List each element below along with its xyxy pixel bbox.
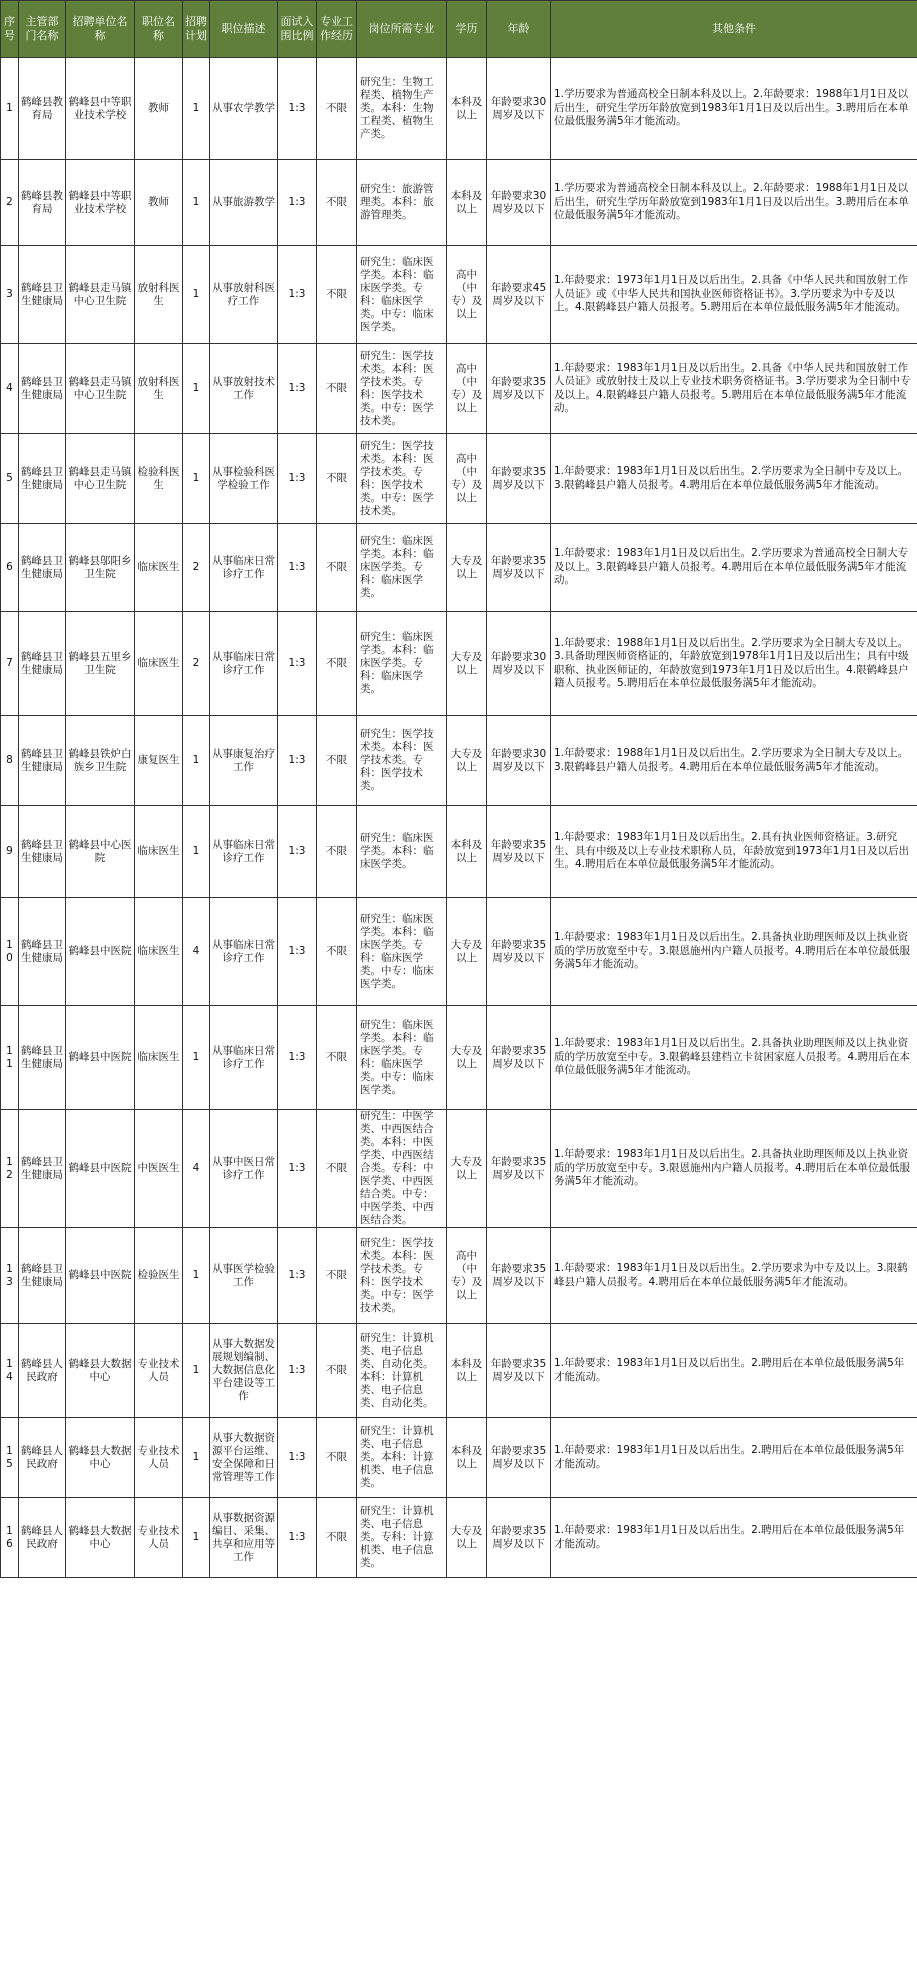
table-row	[1, 524, 917, 612]
unit-name: 鹤峰县走马镇中心卫生院	[66, 344, 135, 434]
unit-name: 鹤峰县大数据中心	[66, 1418, 135, 1498]
unit-name: 鹤峰县铁炉白族乡卫生院	[66, 716, 135, 806]
table-row	[1, 246, 917, 344]
row-number: 8	[1, 716, 19, 806]
table-row	[1, 612, 917, 716]
work-experience: 不限	[317, 434, 357, 524]
post-name: 临床医生	[135, 524, 183, 612]
plan-count: 4	[183, 1110, 210, 1228]
age-requirement: 年龄要求45周岁及以下	[487, 246, 551, 344]
other-conditions: 1.年龄要求：1983年1月1日及以后出生。2.聘用后在本单位最低服务满5年才能流动。	[551, 1418, 917, 1498]
interview-ratio: 1:3	[278, 434, 317, 524]
table-row	[1, 1228, 917, 1324]
other-conditions: 1.年龄要求：1988年1月1日及以后出生。2.学历要求为全日制大专及以上。3.具备助理医师资格证的，年龄放宽到1978年1月1日及以后出生；具有中级职称、执业医师证的，年龄放宽到1973年1月1日及以后出生。4.限鹤峰县户籍人员报考。5.聘用后在本单位最低服务满5年才能流动。	[551, 612, 917, 716]
table-row	[1, 716, 917, 806]
work-experience: 不限	[317, 524, 357, 612]
column-header: 其他条件	[551, 1, 917, 58]
dept-name: 鹤峰县卫生健康局	[19, 1110, 66, 1228]
interview-ratio: 1:3	[278, 716, 317, 806]
post-description: 从事中医日常诊疗工作	[210, 1110, 278, 1228]
unit-name: 鹤峰县中医院	[66, 1110, 135, 1228]
table-row	[1, 898, 917, 1006]
work-experience: 不限	[317, 1110, 357, 1228]
dept-name: 鹤峰县卫生健康局	[19, 246, 66, 344]
unit-name: 鹤峰县走马镇中心卫生院	[66, 434, 135, 524]
education: 本科及以上	[447, 58, 487, 160]
row-number: 6	[1, 524, 19, 612]
age-requirement: 年龄要求35周岁及以下	[487, 806, 551, 898]
column-header: 招聘单位名称	[66, 1, 135, 58]
table-row	[1, 1324, 917, 1418]
required-major: 研究生：临床医学类。本科：临床医学类。专科：临床医学类。中专：临床医学类。	[357, 1006, 447, 1110]
interview-ratio: 1:3	[278, 58, 317, 160]
unit-name: 鹤峰县走马镇中心卫生院	[66, 246, 135, 344]
plan-count: 1	[183, 160, 210, 246]
row-number: 4	[1, 344, 19, 434]
row-number: 16	[1, 1498, 19, 1578]
post-name: 教师	[135, 160, 183, 246]
age-requirement: 年龄要求35周岁及以下	[487, 1110, 551, 1228]
interview-ratio: 1:3	[278, 806, 317, 898]
education: 本科及以上	[447, 160, 487, 246]
age-requirement: 年龄要求35周岁及以下	[487, 1228, 551, 1324]
dept-name: 鹤峰县卫生健康局	[19, 434, 66, 524]
unit-name: 鹤峰县中等职业技术学校	[66, 58, 135, 160]
education: 大专及以上	[447, 716, 487, 806]
work-experience: 不限	[317, 246, 357, 344]
row-number: 13	[1, 1228, 19, 1324]
age-requirement: 年龄要求30周岁及以下	[487, 160, 551, 246]
post-description: 从事放射科医疗工作	[210, 246, 278, 344]
education: 高中（中专）及以上	[447, 344, 487, 434]
row-number: 3	[1, 246, 19, 344]
post-description: 从事旅游教学	[210, 160, 278, 246]
column-header: 专业工作经历	[317, 1, 357, 58]
other-conditions: 1.年龄要求：1983年1月1日及以后出生。2.具备《中华人民共和国放射工作人员证》或放射技士及以上专业技术职务资格证书。3.学历要求为全日制中专及以上。4.限鹤峰县户籍人员报考。5.聘用后在本单位最低服务满5年才能流动。	[551, 344, 917, 434]
other-conditions: 1.年龄要求：1983年1月1日及以后出生。2.学历要求为全日制中专及以上。3.限鹤峰县户籍人员报考。4.聘用后在本单位最低服务满5年才能流动。	[551, 434, 917, 524]
other-conditions: 1.年龄要求：1983年1月1日及以后出生。2.具备执业助理医师及以上执业资质的学历放宽至中专。3.限恩施州内户籍人员报考。4.聘用后在本单位最低服务满5年才能流动。	[551, 1110, 917, 1228]
column-header: 年龄	[487, 1, 551, 58]
column-header: 学历	[447, 1, 487, 58]
interview-ratio: 1:3	[278, 1006, 317, 1110]
post-description: 从事大数据资源平台运维、安全保障和日常管理等工作	[210, 1418, 278, 1498]
other-conditions: 1.年龄要求：1983年1月1日及以后出生。2.学历要求为中专及以上。3.限鹤峰县户籍人员报考。4.聘用后在本单位最低服务满5年才能流动。	[551, 1228, 917, 1324]
work-experience: 不限	[317, 716, 357, 806]
dept-name: 鹤峰县卫生健康局	[19, 898, 66, 1006]
age-requirement: 年龄要求35周岁及以下	[487, 1006, 551, 1110]
row-number: 9	[1, 806, 19, 898]
post-description: 从事临床日常诊疗工作	[210, 612, 278, 716]
age-requirement: 年龄要求30周岁及以下	[487, 716, 551, 806]
other-conditions: 1.年龄要求：1973年1月1日及以后出生。2.具备《中华人民共和国放射工作人员证》或《中华人民共和国执业医师资格证书》。3.学历要求为中专及以上。4.限鹤峰县户籍人员报考。5.聘用后在本单位最低服务满5年才能流动。	[551, 246, 917, 344]
unit-name: 鹤峰县五里乡卫生院	[66, 612, 135, 716]
dept-name: 鹤峰县卫生健康局	[19, 716, 66, 806]
education: 大专及以上	[447, 1110, 487, 1228]
post-name: 临床医生	[135, 806, 183, 898]
interview-ratio: 1:3	[278, 1324, 317, 1418]
required-major: 研究生：计算机类、电子信息类、自动化类。本科：计算机类、电子信息类、自动化类。	[357, 1324, 447, 1418]
age-requirement: 年龄要求30周岁及以下	[487, 612, 551, 716]
table-row	[1, 1498, 917, 1578]
education: 本科及以上	[447, 1324, 487, 1418]
post-description: 从事临床日常诊疗工作	[210, 524, 278, 612]
dept-name: 鹤峰县人民政府	[19, 1324, 66, 1418]
unit-name: 鹤峰县大数据中心	[66, 1324, 135, 1418]
education: 大专及以上	[447, 524, 487, 612]
post-description: 从事放射技术工作	[210, 344, 278, 434]
age-requirement: 年龄要求35周岁及以下	[487, 344, 551, 434]
required-major: 研究生：医学技术类。本科：医学技术类。专科：医学技术类。中专：医学技术类。	[357, 1228, 447, 1324]
age-requirement: 年龄要求35周岁及以下	[487, 524, 551, 612]
dept-name: 鹤峰县教育局	[19, 58, 66, 160]
dept-name: 鹤峰县教育局	[19, 160, 66, 246]
required-major: 研究生：医学技术类。本科：医学技术类。专科：医学技术类。中专：医学技术类。	[357, 344, 447, 434]
required-major: 研究生：中医学类、中西医结合类。本科：中医学类、中西医结合类。专科：中医学类、中西医结合类。中专：中医学类、中西医结合类。	[357, 1110, 447, 1228]
age-requirement: 年龄要求35周岁及以下	[487, 1324, 551, 1418]
work-experience: 不限	[317, 806, 357, 898]
row-number: 7	[1, 612, 19, 716]
row-number: 12	[1, 1110, 19, 1228]
plan-count: 4	[183, 898, 210, 1006]
unit-name: 鹤峰县中医院	[66, 898, 135, 1006]
unit-name: 鹤峰县中医院	[66, 1228, 135, 1324]
plan-count: 1	[183, 344, 210, 434]
interview-ratio: 1:3	[278, 1228, 317, 1324]
dept-name: 鹤峰县卫生健康局	[19, 1228, 66, 1324]
education: 大专及以上	[447, 1498, 487, 1578]
post-description: 从事康复治疗工作	[210, 716, 278, 806]
post-description: 从事临床日常诊疗工作	[210, 1006, 278, 1110]
work-experience: 不限	[317, 898, 357, 1006]
other-conditions: 1.年龄要求：1983年1月1日及以后出生。2.具有执业医师资格证。3.研究生、具有中级及以上专业技术职称人员，年龄放宽到1973年1月1日及以后出生。4.聘用后在本单位最低服务满5年才能流动。	[551, 806, 917, 898]
education: 本科及以上	[447, 806, 487, 898]
age-requirement: 年龄要求35周岁及以下	[487, 1498, 551, 1578]
post-name: 教师	[135, 58, 183, 160]
plan-count: 1	[183, 1498, 210, 1578]
post-description: 从事临床日常诊疗工作	[210, 806, 278, 898]
education: 高中（中专）及以上	[447, 434, 487, 524]
dept-name: 鹤峰县卫生健康局	[19, 1006, 66, 1110]
work-experience: 不限	[317, 160, 357, 246]
row-number: 15	[1, 1418, 19, 1498]
plan-count: 1	[183, 1324, 210, 1418]
row-number: 14	[1, 1324, 19, 1418]
required-major: 研究生：医学技术类。本科：医学技术类。专科：医学技术类。	[357, 716, 447, 806]
post-name: 专业技术人员	[135, 1324, 183, 1418]
row-number: 5	[1, 434, 19, 524]
row-number: 11	[1, 1006, 19, 1110]
age-requirement: 年龄要求30周岁及以下	[487, 58, 551, 160]
post-name: 中医医生	[135, 1110, 183, 1228]
table-row	[1, 434, 917, 524]
interview-ratio: 1:3	[278, 160, 317, 246]
required-major: 研究生：生物工程类、植物生产类。本科：生物工程类、植物生产类。	[357, 58, 447, 160]
work-experience: 不限	[317, 1228, 357, 1324]
post-description: 从事临床日常诊疗工作	[210, 898, 278, 1006]
plan-count: 1	[183, 1418, 210, 1498]
interview-ratio: 1:3	[278, 612, 317, 716]
plan-count: 1	[183, 1228, 210, 1324]
work-experience: 不限	[317, 612, 357, 716]
column-header: 主管部门名称	[19, 1, 66, 58]
work-experience: 不限	[317, 58, 357, 160]
other-conditions: 1.年龄要求：1988年1月1日及以后出生。2.学历要求为全日制大专及以上。3.限鹤峰县户籍人员报考。4.聘用后在本单位最低服务满5年才能流动。	[551, 716, 917, 806]
table-row	[1, 1110, 917, 1228]
other-conditions: 1.年龄要求：1983年1月1日及以后出生。2.学历要求为普通高校全日制大专及以上。3.限鹤峰县户籍人员报考。4.聘用后在本单位最低服务满5年才能流动。	[551, 524, 917, 612]
plan-count: 1	[183, 58, 210, 160]
plan-count: 1	[183, 1006, 210, 1110]
age-requirement: 年龄要求35周岁及以下	[487, 898, 551, 1006]
work-experience: 不限	[317, 1418, 357, 1498]
unit-name: 鹤峰县邬阳乡卫生院	[66, 524, 135, 612]
post-description: 从事数据资源编目、采集、共享和应用等工作	[210, 1498, 278, 1578]
dept-name: 鹤峰县卫生健康局	[19, 524, 66, 612]
education: 高中（中专）及以上	[447, 1228, 487, 1324]
row-number: 10	[1, 898, 19, 1006]
plan-count: 2	[183, 524, 210, 612]
required-major: 研究生：临床医学类。本科：临床医学类。	[357, 806, 447, 898]
post-description: 从事医学检验工作	[210, 1228, 278, 1324]
post-name: 放射科医生	[135, 344, 183, 434]
table-row	[1, 58, 917, 160]
post-name: 临床医生	[135, 898, 183, 1006]
column-header: 岗位所需专业	[357, 1, 447, 58]
post-description: 从事检验科医学检验工作	[210, 434, 278, 524]
post-name: 检验医生	[135, 1228, 183, 1324]
table-row	[1, 1418, 917, 1498]
dept-name: 鹤峰县卫生健康局	[19, 612, 66, 716]
age-requirement: 年龄要求35周岁及以下	[487, 1418, 551, 1498]
required-major: 研究生：临床医学类。本科：临床医学类。专科：临床医学类。	[357, 524, 447, 612]
required-major: 研究生：临床医学类。本科：临床医学类。专科：临床医学类。中专：临床医学类。	[357, 898, 447, 1006]
table-row	[1, 1006, 917, 1110]
post-description: 从事大数据发展规划编制、大数据信息化平台建设等工作	[210, 1324, 278, 1418]
post-name: 临床医生	[135, 1006, 183, 1110]
work-experience: 不限	[317, 1498, 357, 1578]
dept-name: 鹤峰县卫生健康局	[19, 806, 66, 898]
interview-ratio: 1:3	[278, 1418, 317, 1498]
row-number: 1	[1, 58, 19, 160]
interview-ratio: 1:3	[278, 344, 317, 434]
post-name: 专业技术人员	[135, 1418, 183, 1498]
dept-name: 鹤峰县卫生健康局	[19, 344, 66, 434]
education: 本科及以上	[447, 1418, 487, 1498]
table-row	[1, 160, 917, 246]
interview-ratio: 1:3	[278, 524, 317, 612]
other-conditions: 1.学历要求为普通高校全日制本科及以上。2.年龄要求：1988年1月1日及以后出生，研究生学历年龄放宽到1983年1月1日及以后出生。3.聘用后在本单位最低服务满5年才能流动。	[551, 160, 917, 246]
education: 大专及以上	[447, 1006, 487, 1110]
required-major: 研究生：旅游管理类。本科：旅游管理类。	[357, 160, 447, 246]
education: 高中（中专）及以上	[447, 246, 487, 344]
post-name: 康复医生	[135, 716, 183, 806]
interview-ratio: 1:3	[278, 898, 317, 1006]
row-number: 2	[1, 160, 19, 246]
other-conditions: 1.年龄要求：1983年1月1日及以后出生。2.具备执业助理医师及以上执业资质的学历放宽至中专。3.限恩施州内户籍人员报考。4.聘用后在本单位最低服务满5年才能流动。	[551, 898, 917, 1006]
post-name: 临床医生	[135, 612, 183, 716]
required-major: 研究生：临床医学类。本科：临床医学类。专科：临床医学类。中专：临床医学类。	[357, 246, 447, 344]
work-experience: 不限	[317, 1006, 357, 1110]
unit-name: 鹤峰县中医院	[66, 1006, 135, 1110]
interview-ratio: 1:3	[278, 1110, 317, 1228]
required-major: 研究生：医学技术类。本科：医学技术类。专科：医学技术类。中专：医学技术类。	[357, 434, 447, 524]
unit-name: 鹤峰县中等职业技术学校	[66, 160, 135, 246]
column-header: 招聘计划	[183, 1, 210, 58]
column-header: 职位描述	[210, 1, 278, 58]
column-header: 职位名称	[135, 1, 183, 58]
post-name: 放射科医生	[135, 246, 183, 344]
work-experience: 不限	[317, 344, 357, 434]
post-description: 从事农学教学	[210, 58, 278, 160]
plan-count: 2	[183, 612, 210, 716]
dept-name: 鹤峰县人民政府	[19, 1418, 66, 1498]
required-major: 研究生：计算机类、电子信息类。专科：计算机类、电子信息类。	[357, 1498, 447, 1578]
age-requirement: 年龄要求35周岁及以下	[487, 434, 551, 524]
column-header: 面试入围比例	[278, 1, 317, 58]
unit-name: 鹤峰县大数据中心	[66, 1498, 135, 1578]
required-major: 研究生：计算机类、电子信息类。本科：计算机类、电子信息类。	[357, 1418, 447, 1498]
table-row	[1, 806, 917, 898]
plan-count: 1	[183, 806, 210, 898]
plan-count: 1	[183, 434, 210, 524]
column-header: 序号	[1, 1, 19, 58]
required-major: 研究生：临床医学类。本科：临床医学类。专科：临床医学类。	[357, 612, 447, 716]
other-conditions: 1.学历要求为普通高校全日制本科及以上。2.年龄要求：1988年1月1日及以后出生，研究生学历年龄放宽到1983年1月1日及以后出生。3.聘用后在本单位最低服务满5年才能流动。	[551, 58, 917, 160]
interview-ratio: 1:3	[278, 246, 317, 344]
table-header-row	[1, 1, 917, 58]
education: 大专及以上	[447, 898, 487, 1006]
table-row	[1, 344, 917, 434]
plan-count: 1	[183, 246, 210, 344]
work-experience: 不限	[317, 1324, 357, 1418]
post-name: 专业技术人员	[135, 1498, 183, 1578]
unit-name: 鹤峰县中心医院	[66, 806, 135, 898]
dept-name: 鹤峰县人民政府	[19, 1498, 66, 1578]
other-conditions: 1.年龄要求：1983年1月1日及以后出生。2.聘用后在本单位最低服务满5年才能流动。	[551, 1324, 917, 1418]
other-conditions: 1.年龄要求：1983年1月1日及以后出生。2.聘用后在本单位最低服务满5年才能流动。	[551, 1498, 917, 1578]
other-conditions: 1.年龄要求：1983年1月1日及以后出生。2.具备执业助理医师及以上执业资质的学历放宽至中专。3.限鹤峰县建档立卡贫困家庭人员报考。4.聘用后在本单位最低服务满5年才能流动。	[551, 1006, 917, 1110]
plan-count: 1	[183, 716, 210, 806]
interview-ratio: 1:3	[278, 1498, 317, 1578]
post-name: 检验科医生	[135, 434, 183, 524]
education: 大专及以上	[447, 612, 487, 716]
